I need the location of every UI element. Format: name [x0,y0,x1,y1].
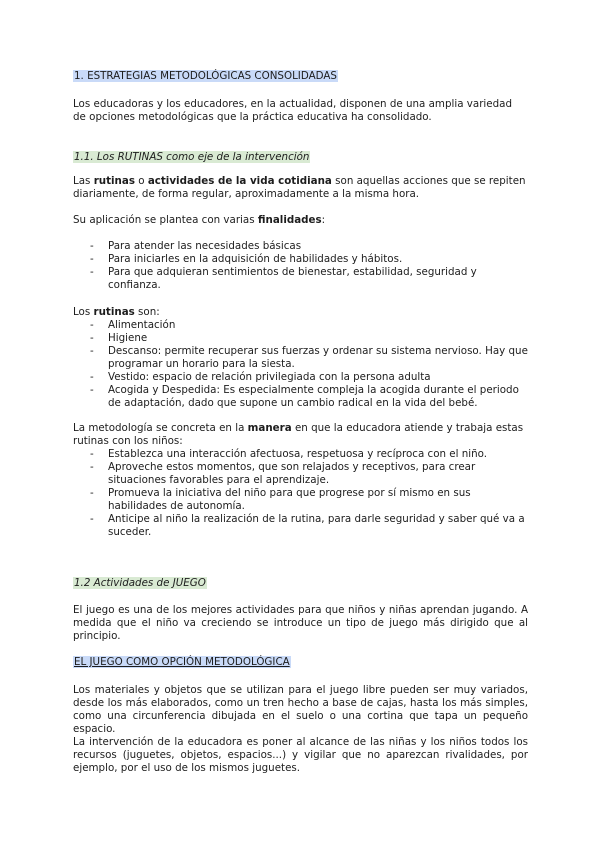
list-item: - Descanso: permite recuperar sus fuerzas y ordenar su sistema nervioso. Hay que programar un horario para la siesta. [73,345,528,371]
section-1-1-title: 1.1. Los RUTINAS como eje de la intervención [74,151,310,163]
bold-term: manera [247,422,292,434]
metodologia-intro [73,422,528,448]
list-item: - Para que adquieran sentimientos de bienestar, estabilidad, seguridad y confianza. [73,266,528,292]
list-item: - Para iniciarles en la adquisición de habilidades y hábitos. [73,253,528,266]
list-item: - Establezca una interacción afectuosa, respetuosa y recíproca con el niño. [73,448,528,461]
manera-list [73,448,528,539]
text-span: o [134,175,148,187]
finalidades-list [73,240,528,292]
text-span: : [321,214,326,226]
bold-term: rutinas [93,306,135,318]
list-item: - Acogida y Despedida: Es especialmente compleja la acogida durante el periodo de adaptación, dado que supone un cambio radical en la vida del bebé. [73,384,528,410]
section-1-intro: Los educadoras y los educadores, en la actualidad, disponen de una amplia variedad de opciones metodológicas que la práctica educativa ha consolidado. [73,98,513,123]
text-span: Las [73,175,94,187]
list-item: - Aproveche estos momentos, que son relajados y receptivos, para crear situaciones favorables para el aprendizaje. [73,461,528,487]
text-span: Su aplicación se plantea con varias [73,214,258,226]
juego-intro: El juego es una de los mejores actividades para que niños y niñas aprendan jugando. A medida que el niño va creciendo se introduce un tipo de juego más dirigido que al principio. [73,604,528,642]
finalidades-intro [73,214,528,227]
text-span: Los [73,306,94,318]
list-item: - Alimentación [73,319,528,332]
text-span: son: [134,306,160,318]
list-item: - Para atender las necesidades básicas [73,240,528,253]
text-span: en que la educadora atiende y trabaja estas rutinas con los niños: [73,422,524,447]
bold-term: actividades de la vida cotidiana [147,175,332,187]
rutinas-list [73,319,528,410]
section-1-1-heading [73,151,528,164]
section-1-title: 1. ESTRATEGIAS METODOLÓGICAS CONSOLIDADAS [74,70,337,82]
juego-subheading [73,656,528,669]
rutinas-definition [73,175,528,201]
list-item: - Anticipe al niño la realización de la rutina, para darle seguridad y saber qué va a suceder. [73,513,528,539]
list-item: - Higiene [73,332,528,345]
section-1-2-title: 1.2 Actividades de JUEGO [74,577,206,589]
bold-term: rutinas [93,175,135,187]
list-item: - Promueva la iniciativa del niño para que progrese por sí mismo en sus habilidades de autonomía. [73,487,528,513]
list-item: - Vestido: espacio de relación privilegiada con la persona adulta [73,371,528,384]
intervencion-paragraph: La intervención de la educadora es poner al alcance de las niñas y los niños todos los recursos (juguetes, objetos, espacios...) y vigilar que no aparezcan rivalidades, por ejemplo, por el uso de los mismos juguetes. [73,736,528,774]
materiales-paragraph: Los materiales y objetos que se utilizan para el juego libre pueden ser muy variados, desde los más elaborados, como un tren hecho a base de cajas, hasta los más simples, como una circunferencia dibujada en el suelo o una cortina que tapa un pequeño espacio. [73,684,528,735]
juego-subtitle: EL JUEGO COMO OPCIÓN METODOLÓGICA [74,656,290,668]
section-1-2-heading [73,577,528,590]
text-span: son aquellas acciones que se repiten diariamente, de forma regular, aproximadamente a la misma hora. [73,175,526,200]
bold-term: finalidades [257,214,322,226]
rutinas-intro [73,306,528,319]
text-span: La metodología se concreta en la [73,422,248,434]
section-1-heading [73,70,528,83]
